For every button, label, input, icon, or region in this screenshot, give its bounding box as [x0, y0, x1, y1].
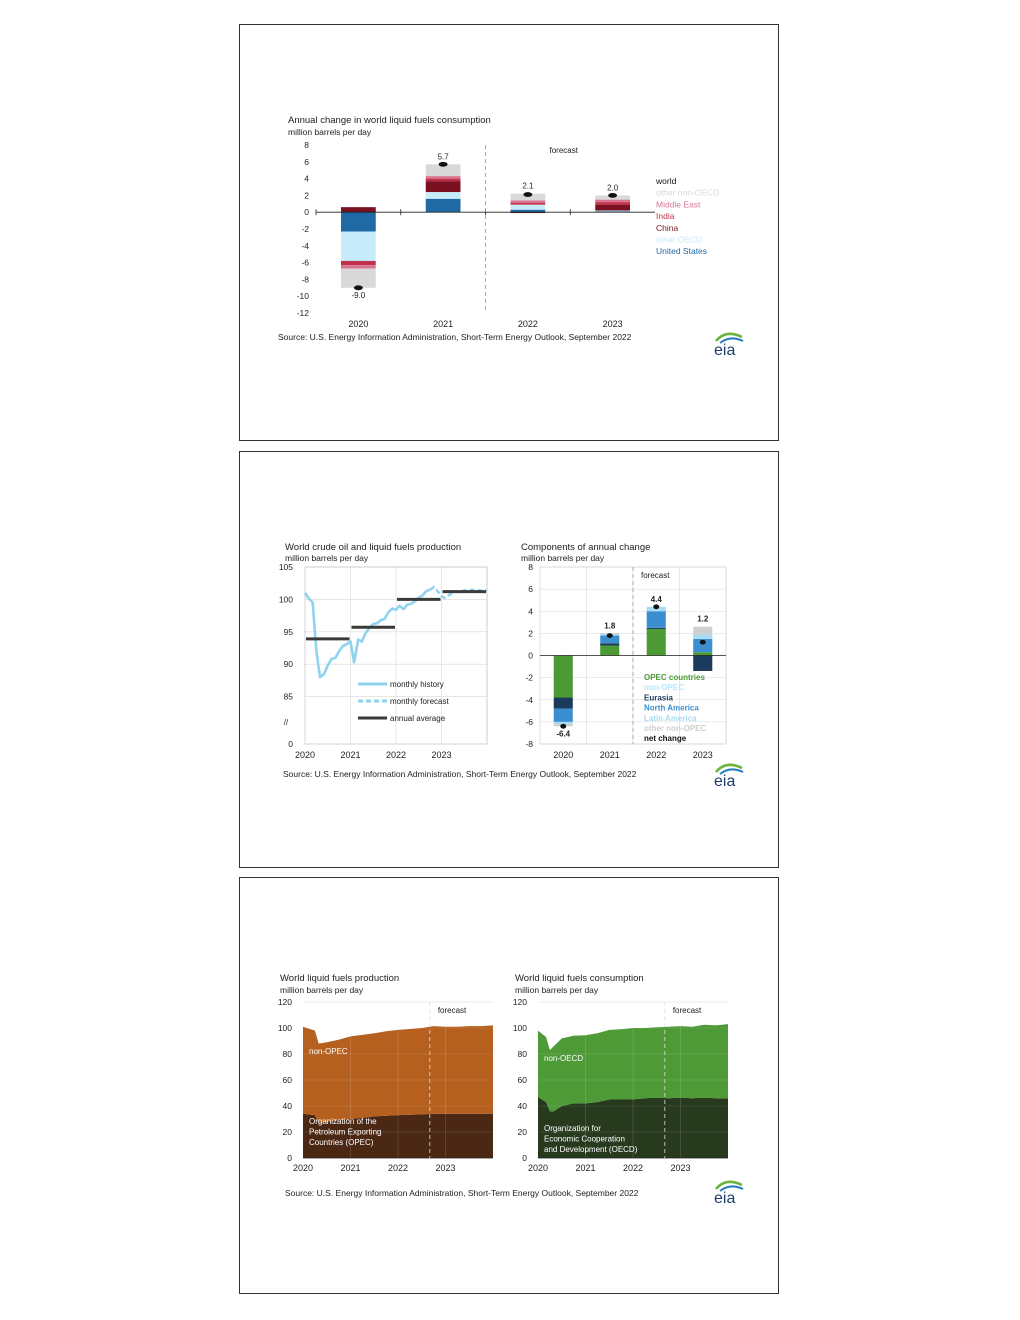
chart-unit-label: million barrels per day [288, 127, 372, 137]
area-chart-consumption [513, 997, 728, 1173]
chart-title: Annual change in world liquid fuels consumption [288, 115, 491, 126]
x-tick-label: 2022 [646, 750, 667, 760]
forecast-label: forecast [641, 571, 670, 580]
y-tick-label: 0 [528, 650, 533, 661]
y-tick-label: 80 [517, 1049, 527, 1059]
data-label: 2.1 [522, 181, 534, 191]
chart-unit-label-right: million barrels per day [521, 553, 605, 563]
panel-production-consumption [239, 877, 779, 1294]
chart-unit-label-left: million barrels per day [285, 553, 369, 563]
bar-segment-middle-east [341, 265, 376, 268]
eia-logo [714, 1182, 743, 1207]
y-tick-label: 60 [282, 1075, 292, 1085]
legend-item-opec-countries: OPEC countries [644, 673, 705, 682]
source-note: Source: U.S. Energy Information Administration, Short-Term Energy Outlook, September 2022 [285, 1188, 639, 1198]
series-label-organization-of-the: Countries (OPEC) [309, 1138, 374, 1147]
y-tick-label: 90 [283, 659, 293, 670]
x-tick-label: 2022 [387, 1163, 409, 1173]
bar-segment-united-states [426, 199, 461, 212]
bar-segment-opec-countries [554, 656, 573, 698]
y-tick-label: 40 [517, 1101, 527, 1111]
y-tick-label: -6 [301, 257, 309, 268]
total-marker [700, 640, 706, 645]
y-tick-label: 6 [528, 584, 533, 595]
bar-segment-middle-east [426, 176, 461, 179]
forecast-label: forecast [437, 1006, 467, 1015]
bar-segment-other-oecd [595, 211, 630, 212]
axis-break-mark: // [283, 718, 289, 727]
x-tick-label: 2023 [670, 1163, 691, 1173]
x-tick-label: 2023 [435, 1163, 456, 1173]
data-label: -9.0 [351, 290, 366, 300]
y-tick-label: 8 [304, 140, 309, 150]
x-tick-label: 2022 [385, 750, 407, 760]
bar-segment-china [341, 207, 376, 212]
legend-item-north-america: North America [644, 703, 699, 713]
legend-item-net-change: net change [644, 734, 687, 744]
series-label-organization-of-the: Petroleum Exporting [309, 1127, 382, 1137]
chart-production-consumption [240, 878, 778, 1295]
legend-item-other-non-opec: other non-OPEC [644, 724, 707, 733]
bar-segment-china [426, 181, 461, 192]
y-tick-label: -8 [525, 739, 533, 749]
bar-segment-eurasia [647, 628, 666, 629]
chart-title-right: World liquid fuels consumption [515, 973, 644, 984]
y-tick-label: 2 [304, 190, 309, 201]
x-tick-label: 2020 [553, 750, 574, 760]
eia-logo-text: eia [714, 342, 736, 359]
series-label-organization-for: and Development (OECD) [544, 1145, 638, 1154]
x-tick-label: 2023 [431, 750, 452, 760]
bar-segment-india [595, 202, 630, 205]
bar-segment-united-states [341, 212, 376, 231]
legend-item-monthly-history: monthly history [390, 680, 444, 689]
y-tick-label: 100 [277, 1023, 292, 1033]
bar-segment-india [426, 179, 461, 182]
bar-segment-other-oecd [341, 232, 376, 261]
x-tick-label: 2021 [433, 319, 454, 329]
chart-title-left: World crude oil and liquid fuels production [285, 542, 462, 553]
y-tick-label: 20 [517, 1127, 527, 1137]
area-chart-production [278, 997, 493, 1173]
chart-title-left: World liquid fuels production [280, 973, 400, 984]
y-tick-label: -2 [525, 672, 533, 683]
panel-production [239, 451, 779, 868]
chart-consumption-change [240, 25, 778, 440]
series-label-organization-of-the: Organization of the [309, 1117, 377, 1126]
y-tick-label: 120 [512, 997, 527, 1007]
x-tick-label: 2022 [517, 319, 538, 329]
series-label-organization-for: Economic Cooperation [544, 1134, 625, 1144]
total-marker [607, 633, 613, 638]
data-label: 5.7 [437, 152, 449, 162]
forecast-label: forecast [549, 146, 578, 155]
y-tick-label: 0 [287, 1153, 292, 1163]
bar-segment-north-america [554, 709, 573, 722]
chart-legend [655, 176, 719, 256]
y-tick-label: -4 [525, 694, 533, 705]
source-note: Source: U.S. Energy Information Administration, Short-Term Energy Outlook, September 2022 [278, 332, 632, 342]
eia-logo-text: eia [714, 773, 736, 790]
bar-segment-middle-east [595, 200, 630, 203]
x-tick-label: 2021 [340, 1163, 361, 1173]
data-label: 1.8 [604, 621, 616, 631]
eia-logo [714, 334, 743, 359]
y-tick-label: 0 [304, 207, 309, 218]
legend-item-middle-east: Middle East [656, 199, 701, 210]
x-tick-label: 2021 [340, 750, 361, 760]
data-label: 2.0 [607, 183, 619, 193]
x-tick-label: 2020 [292, 1163, 314, 1173]
y-tick-label: -4 [301, 240, 309, 251]
data-label: 4.4 [650, 594, 662, 604]
chart-unit-label-right: million barrels per day [515, 985, 599, 995]
series-label-non-opec: non-OPEC [309, 1047, 348, 1056]
legend-item-other-oecd: other OECD [656, 234, 703, 245]
bar-segment-latin-america [693, 634, 712, 638]
x-tick-label: 2020 [527, 1163, 549, 1173]
bar-segment-opec-countries [647, 629, 666, 656]
y-tick-label: 40 [282, 1101, 292, 1111]
total-marker [439, 162, 448, 167]
bar-segment-eurasia [693, 656, 712, 671]
x-tick-label: 2022 [622, 1163, 644, 1173]
legend-item-eurasia: Eurasia [644, 693, 673, 703]
legend-item-other-non-oecd: other non-OECD [656, 187, 720, 198]
y-tick-label: -12 [296, 308, 309, 318]
x-tick-label: 2021 [575, 1163, 596, 1173]
eia-logo-text: eia [714, 1190, 736, 1207]
y-tick-label: 4 [304, 173, 309, 184]
bar-segment-eurasia [600, 643, 619, 645]
bar-segment-eurasia [554, 698, 573, 709]
total-marker [560, 724, 566, 729]
y-tick-label: -2 [301, 224, 309, 234]
series-label-non-oecd: non-OECD [544, 1054, 584, 1063]
chart-unit-label-left: million barrels per day [280, 985, 364, 995]
bar-segment-latin-america [554, 722, 573, 724]
y-tick-label: 6 [304, 156, 309, 167]
y-tick-label: 0 [288, 739, 293, 749]
bar-segment-other-non-opec [693, 627, 712, 635]
total-marker [523, 192, 532, 197]
bar-segment-india [511, 203, 546, 205]
x-tick-label: 2020 [348, 319, 369, 329]
y-tick-label: 0 [522, 1153, 527, 1163]
eia-logo [714, 765, 743, 790]
y-tick-label: 2 [528, 628, 533, 639]
y-tick-label: 100 [512, 1023, 527, 1033]
legend-item-india: India [656, 211, 675, 222]
x-tick-label: 2021 [599, 750, 620, 760]
series-label-organization-for: Organization for [544, 1124, 601, 1133]
data-label: 1.2 [697, 614, 709, 624]
y-tick-label: 8 [528, 562, 533, 572]
bar-segment-opec-countries [600, 646, 619, 656]
bar-chart-legend [644, 673, 706, 743]
bar-segment-other-oecd [511, 205, 546, 210]
y-tick-label: 105 [278, 562, 293, 572]
total-marker [354, 285, 363, 290]
x-tick-label: 2020 [294, 750, 316, 760]
y-tick-label: 120 [277, 997, 292, 1007]
bar-segment-opec-countries [693, 652, 712, 655]
panel-consumption-change [239, 24, 779, 441]
legend-item-latin-america: Latin America [644, 713, 697, 723]
y-tick-label: 85 [283, 691, 293, 702]
source-note: Source: U.S. Energy Information Administration, Short-Term Energy Outlook, September 2022 [283, 769, 637, 779]
y-tick-label: -6 [525, 716, 533, 727]
y-tick-label: 4 [528, 606, 533, 617]
x-tick-label: 2023 [692, 750, 713, 760]
y-tick-label: 60 [517, 1075, 527, 1085]
chart-production [240, 452, 778, 867]
bar-segment-other-non-oecd [341, 268, 376, 287]
legend-item-annual-average: annual average [390, 714, 446, 723]
line-chart-legend [358, 680, 449, 723]
bar-segment-china [595, 205, 630, 211]
y-tick-label: -10 [296, 291, 309, 302]
bar-segment-other-oecd [426, 192, 461, 199]
data-label: -6.4 [556, 729, 571, 739]
x-tick-label: 2023 [602, 319, 623, 329]
y-tick-label: 80 [282, 1049, 292, 1059]
chart-title-right: Components of annual change [521, 542, 651, 553]
legend-item-united-states: United States [656, 246, 708, 257]
y-tick-label: 95 [283, 626, 293, 637]
legend-item-china: China [656, 222, 679, 233]
y-tick-label: -8 [301, 274, 309, 285]
legend-item-world: world [656, 176, 677, 186]
bar-segment-north-america [647, 611, 666, 628]
bar-segment-middle-east [511, 200, 546, 203]
total-marker [653, 604, 659, 609]
y-tick-label: 20 [282, 1127, 292, 1137]
bar-segment-india [341, 261, 376, 265]
total-marker [608, 193, 617, 198]
forecast-label: forecast [672, 1006, 702, 1015]
y-tick-label: 100 [278, 594, 293, 605]
legend-item-monthly-forecast: monthly forecast [390, 697, 449, 706]
legend-item-non-opec: non-OPEC [644, 683, 684, 693]
